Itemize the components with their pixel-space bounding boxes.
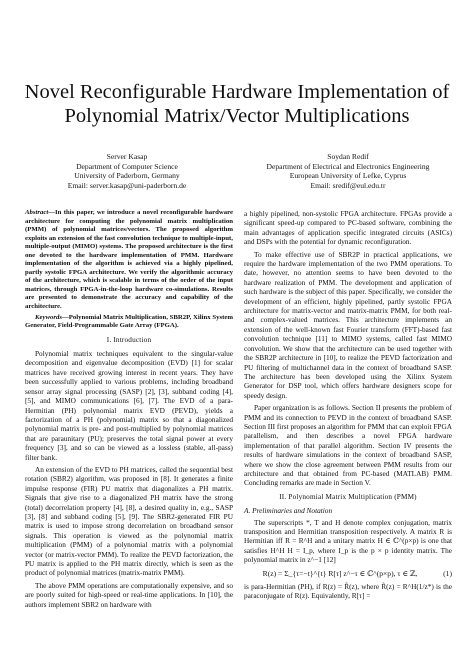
left-column: [25, 209, 233, 609]
section-heading-pmm: II. Polynomial Matrix Multiplication (PMM): [279, 492, 417, 501]
paragraph: To make effective use of SBR2P in practical applications, we require the hardware implementation of the two PMM operations. To date, however, no attention seems to have been devoted to the hardware realization of PMM. The development and application of such hardware is the subject of this paper. Specifically, we consider the development of an efficient, highly pipelined, partly systolic FPGA architecture for matrix-vector and matrix-matrix PMM, for both real- and complex-valued matrices. This architecture implements an extension of the well-known fast Fourier transform (FFT)-based fast convolution technique [11] to MIMO systems, called fast MIMO convolution. We show that the architecture can be used together with the SBR2P architecture in [10], to realize the PEVD factorization and PU filtering of multichannel data in the context of broadband SASP. The architecture has been developed using the Xilinx System Generator for DSP tool, which offers hardware designers scope for speedy design.: [244, 249, 452, 400]
author-name: Soydan Redif: [327, 152, 369, 161]
right-column: [244, 209, 452, 601]
paragraph: Polynomial matrix techniques equivalent to the singular-value decomposition and eigenvalue decomposition (EVD) [1] for scalar matrices have received growing interest in recent years. They have been successfully applied to various problems, including broadband sensor array signal processing (SASP) [2], [3], subband coding [4], [5], and MIMO communications [6], [7]. The EVD of a para-Hermitian (PH) polynomial matrix EVD (PEVD), yields a factorization of a PH (polynomial) matrix so that a diagonalized polynomial matrix is pre- and post-multiplied by polynomial matrices that are paraunitary (PU); preserves the total signal power at every frequency [3], and so can be viewed as a lossless (stable, all-pass) filter bank.: [25, 349, 233, 462]
abstract-text: —In this paper, we introduce a novel reconfigurable hardware architecture for computing the polynomial matrix multiplication (PMM) of polynomial matrices/vectors. The proposed algorithm exploits an extension of the fast convolution technique to multiple-input, multiple-output (MIMO) systems. The proposed architecture is the first one devoted to the hardware implementation of PMM. Hardware implementation of the algorithm is achieved via a highly pipelined, partly systolic FPGA architecture. We verify the algorithmic accuracy of the architecture, which is scalable in terms of the order of the input matrices, through FPGA-in-the-loop hardware co-simulations. Results are presented to demonstrate the accuracy and capability of the architecture.: [25, 209, 233, 311]
author-email: Email: sredif@eul.edu.tr: [310, 180, 386, 190]
keywords-text: —Polynomial Matrix Multiplication, SBR2P, Xilinx System Generator, Field-Programmable Gate Array (FPGA).: [25, 313, 233, 330]
equation-expression: R(z) = Σ_{τ=−t}^{t} R[τ] z^−τ ∈ ℂ^(p×p), τ ∈ ℤ,: [262, 568, 418, 578]
paragraph: An extension of the EVD to PH matrices, called the sequential best rotation (SBR2) algorithm, was proposed in [8]. It generates a finite impulse response (FIR) PU matrix that diagonalizes a PH matrix. Signals that give rise to a diagonalized PH matrix have the strong (total) decorrelation property [4], [8], a desired quality in, e.g., SASP [3], [8] and subband coding [5], [9]. The SBR2-generated FIR PU matrix is used to impose strong decorrelation on broadband sensor signals. This operation is viewed as the polynomial matrix multiplication (PMM) of a polynomial matrix with a polynomial vector (or matrix-vector PMM). To realize the PEVD factorization, the PU matrix is applied to the PH matrix directly, which is seen as the product of polynomial matrices (matrix-matrix PMM).: [25, 464, 233, 578]
paragraph: The above PMM operations are computationally expensive, and so are poorly suited for high-speed or real-time applications. In [10], the authors implement SBR2 on hardware with: [25, 580, 233, 609]
paper-title: Novel Reconfigurable Hardware Implementation of Polynomial Matrix/Vector Multiplications: [24, 81, 450, 127]
author-affiliation: Department of Electrical and Electronics Engineering: [266, 161, 430, 171]
subsection-heading: A. Preliminaries and Notation: [244, 506, 333, 516]
keywords: [25, 314, 233, 331]
paragraph: The superscripts *, T and H denote complex conjugation, matrix transposition and Hermitian transposition respectively. A matrix R is Hermitian iff R = R^H and a unitary matrix H ∈ ℂ^(p×p) is one that satisfies H^H H = I_p, where I_p is the p × p identity matrix. The polynomial matrix in z^−1 [12]: [244, 517, 452, 565]
paragraph: is para-Hermitian (PH), if R(z) = R̃(z), where R̃(z) = R^H(1/z*) is the paraconjugate of R(z). Equivalently, R[τ] =: [244, 582, 452, 601]
author-affiliation: University of Paderborn, Germany: [74, 171, 180, 181]
equation-number: (1): [443, 568, 452, 578]
author-block-2: [243, 152, 453, 190]
abstract-lead: Abstract: [25, 209, 49, 216]
paragraph: a highly pipelined, non-systolic FPGA architecture. FPGAs provide a significant speed-up compared to PC-based software, combining the main advantages of application specific integrated circuits (ASICs) and DSPs with the potential for dynamic reconfiguration.: [244, 209, 452, 247]
abstract: [25, 209, 233, 312]
paragraph: Paper organization is as follows. Section II presents the problem of PMM and its connection to PEVD in the context of broadband SASP. Section III first proposes an algorithm for PMM that can exploit FPGA parallelism, and then describes a novel FPGA hardware implementation of that parallel algorithm. Section IV presents the results of hardware simulations in the context of broadband SASP, where we show the close agreement between PMM results from our architecture and that obtained from PC-based (MATLAB) PMM. Concluding remarks are made in Section V.: [244, 403, 452, 488]
keywords-lead: Keywords: [35, 313, 62, 321]
author-name: Server Kasap: [106, 152, 148, 161]
equation-1: [244, 569, 452, 578]
author-email: Email: server.kasap@uni-paderborn.de: [67, 180, 187, 190]
author-affiliation: Department of Computer Science: [76, 161, 178, 171]
author-affiliation: European University of Lefke, Cyprus: [289, 171, 407, 181]
author-block-1: [22, 152, 232, 190]
section-heading-introduction: I. Introduction: [106, 335, 152, 344]
